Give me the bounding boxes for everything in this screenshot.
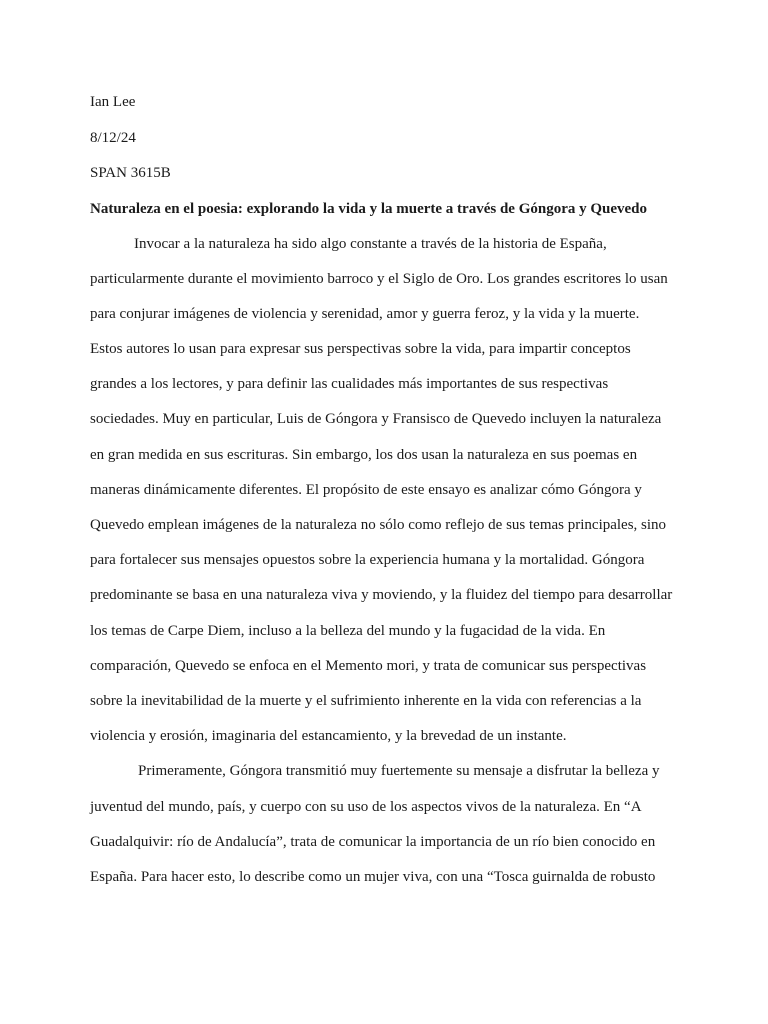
text-line: Primeramente, Góngora transmitió muy fuertemente su mensaje a disfrutar la belleza y	[138, 763, 660, 780]
text-line: España. Para hacer esto, lo describe como un mujer viva, con una “Tosca guirnalda de robusto	[90, 868, 656, 885]
text-line: en gran medida en sus escrituras. Sin embargo, los dos usan la naturaleza en sus poemas en	[90, 446, 638, 463]
paragraph-1	[90, 235, 690, 763]
text-line: Invocar a la naturaleza ha sido algo constante a través de la historia de España,	[134, 235, 607, 252]
text-line: grandes a los lectores, y para definir las cualidades más importantes de sus respectivas	[90, 376, 609, 393]
text-line: sociedades. Muy en particular, Luis de Góngora y Fransisco de Quevedo incluyen la naturaleza	[90, 411, 662, 428]
course-code: SPAN 3615B	[90, 165, 171, 181]
author-name: Ian Lee	[90, 94, 136, 110]
essay-date: 8/12/24	[90, 129, 136, 146]
essay	[90, 93, 690, 903]
essay-title: Naturaleza en el poesia: explorando la vida y la muerte a través de Góngora y Quevedo	[90, 200, 648, 217]
text-line: Guadalquivir: río de Andalucía”, trata de comunicar la importancia de un río bien conocido en	[90, 833, 656, 850]
text-line: violencia y erosión, imaginaria del estancamiento, y la brevedad de un instante.	[90, 728, 567, 745]
text-line: sobre la inevitabilidad de la muerte y el sufrimiento inherente en la vida con referencias a la	[90, 692, 642, 709]
text-line: comparación, Quevedo se enfoca en el Memento mori, y trata de comunicar sus perspectivas	[90, 657, 647, 674]
text-line: particularmente durante el movimiento barroco y el Siglo de Oro. Los grandes escritores lo usan	[90, 270, 668, 287]
paragraph-2	[90, 762, 690, 903]
text-line: Estos autores lo usan para expresar sus perspectivas sobre la vida, para impartir conceptos	[90, 341, 631, 358]
text-line: juventud del mundo, país, y cuerpo con su uso de los aspectos vivos de la naturaleza. En “A	[90, 798, 642, 815]
text-line: para fortalecer sus mensajes opuestos sobre la experiencia humana y la mortalidad. Góngora	[90, 552, 645, 569]
text-line: maneras dinámicamente diferentes. El propósito de este ensayo es analizar cómo Góngora y	[90, 481, 642, 498]
text-line: los temas de Carpe Diem, incluso a la belleza del mundo y la fugacidad de la vida. En	[90, 622, 606, 639]
text-line: predominante se basa en una naturaleza viva y moviendo, y la fluidez del tiempo para desarrollar	[90, 587, 673, 604]
text-line: Quevedo emplean imágenes de la naturaleza no sólo como reflejo de sus temas principales, sino	[90, 517, 667, 533]
text-line: para conjurar imágenes de violencia y serenidad, amor y guerra feroz, y la vida y la muerte.	[90, 305, 640, 322]
